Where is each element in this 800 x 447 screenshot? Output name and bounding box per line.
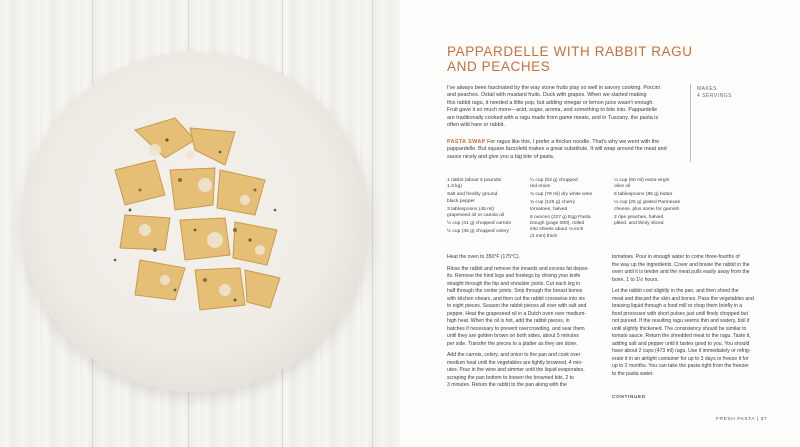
makes-divider (690, 84, 691, 162)
makes-value: 4 SERVINGS (697, 93, 732, 99)
ingredient-item: 8 ounces (227 g) Egg Pasta Dough (page 000), rolled into sheets about ⅛-inch (3 mm) thick (530, 214, 591, 239)
intro-paragraph: I've always been fascinated by the way stone fruits play so well in savory cooking. Porcini and peaches. Oxtail with mustard fruits. Duck with grapes. When we started making this rabbit ragu, it needed a little pop, but adding vinegar or lemon juice wasn't enough. Fruit gave it so much more—acid, sugar, aroma, and something to bite into. Pappardelle are traditionally cooked with a ragu made from game meats, and in Tuscany, the pasta is often wild hare or rabbit. (447, 85, 660, 129)
ingredient-item: Salt and freshly ground black pepper (447, 192, 498, 204)
title-line-1: PAPPARDELLE WITH RABBIT RAGU (447, 44, 693, 59)
title-line-2: AND PEACHES (447, 59, 551, 74)
makes-label: MAKES (697, 86, 718, 92)
ingredient-item: 6 tablespoons (85 g) butter (614, 192, 673, 198)
page-folio: FRESH PASTA | 37 (716, 417, 768, 422)
ingredient-item: ¼ cup (25 g) grated Parmesan cheese, plus some for garnish (614, 200, 681, 212)
ingredients-column-3 (614, 178, 696, 229)
ingredient-item: ½ cup (53 g) chopped red onion (530, 178, 578, 190)
ingredients-column-1 (447, 178, 527, 237)
pasta-illustration (95, 110, 295, 325)
ingredient-item: 3 tablespoons (45 ml) grapeseed oil or canola oil (447, 206, 505, 219)
method-column-1: Heat the oven to 350°F (175°C). Rinse the rabbit and remove the innards and excess fat depos- its. Remove the hind legs and forelegs by driving your knife straight through the hip and shoulder joints. Cut each leg in half through the center joints. Snip through the breast bones with kitchen shears, and then cut the rabbit crosswise into six to eight pieces. Season the rabbit pieces all over with salt and pepper. Heat the grapeseed oil in a Dutch oven over medium- high heat. When the oil is hot, add the rabbit pieces, in batches if necessary to prevent overcrowding, and sear them until they are golden brown on both sides, about 5 minutes per side. Transfer the pieces to a platter as they are done. Add the carrots, celery, and onion to the pan and cook over medium heat until the vegetables are lightly browned, 4 min- utes. Pour in the wine and simmer until the liquid evaporates, scraping the pan bottom to loosen the browned bits, 2 to 3 minutes. Return the rabbit to the pan along with the (447, 254, 589, 388)
ingredient-item: ¾ cup (79 ml) dry white wine (530, 192, 593, 198)
ingredient-item: 1 rabbit (about 3 pounds/ 1.3 kg) (447, 178, 502, 190)
ingredient-item: ½ cup (41 g) chopped carrots (447, 220, 511, 226)
ingredient-item: ½ cup (36 g) chopped celery (447, 228, 509, 234)
ingredient-item: 2 ripe peaches, halved, pitted, and thinly sliced (614, 214, 665, 226)
continued-label: CONTINUED (612, 395, 646, 400)
pasta-swap-note: PASTA SWAP For ragus like this, I prefer a thicker noodle. That's why we went with the pappardelle. But square fazzoletti makes a great substitute. It will wrap around the meat and sauce nicely and give you a big bite of pasta. (447, 139, 667, 160)
ingredient-item: ¼ cup (60 ml) extra-virgin olive oil (614, 178, 670, 190)
recipe-title (447, 44, 697, 74)
pasta-swap-label: PASTA SWAP (447, 139, 486, 145)
ingredients-column-2 (530, 178, 610, 242)
yield-block (697, 86, 732, 100)
ingredient-item: ¾ cup (125 g) cherry tomatoes, halved (530, 200, 576, 212)
method-column-2: tomatoes. Pour in enough water to come three-fourths of the way up the ingredients. Cover and braise the rabbit in the oven until it is tender and the meat pulls easily away from the bone, 1 to 1½ hours. Let the rabbit cool slightly in the pan, and then shred the meat and discard the skin and bones. Pass the vegetables and braising liquid through a food mill or chop them briefly in a food processor with short pulses just until finely chopped but not pureed. If the resulting ragu seems thin and watery, boil it until slightly thickened. The consistency should be similar to tomato sauce. Return the shredded meat to the ragu. Taste it, adding salt and pepper until it tastes good to you. You should have about 2 cups (473 ml) ragu. Use it immediately or refrig- erate it in an airtight container for up to 3 days or freeze it for up to 2 months. You can take the pasta right from the freezer to the pasta water. (612, 254, 754, 377)
